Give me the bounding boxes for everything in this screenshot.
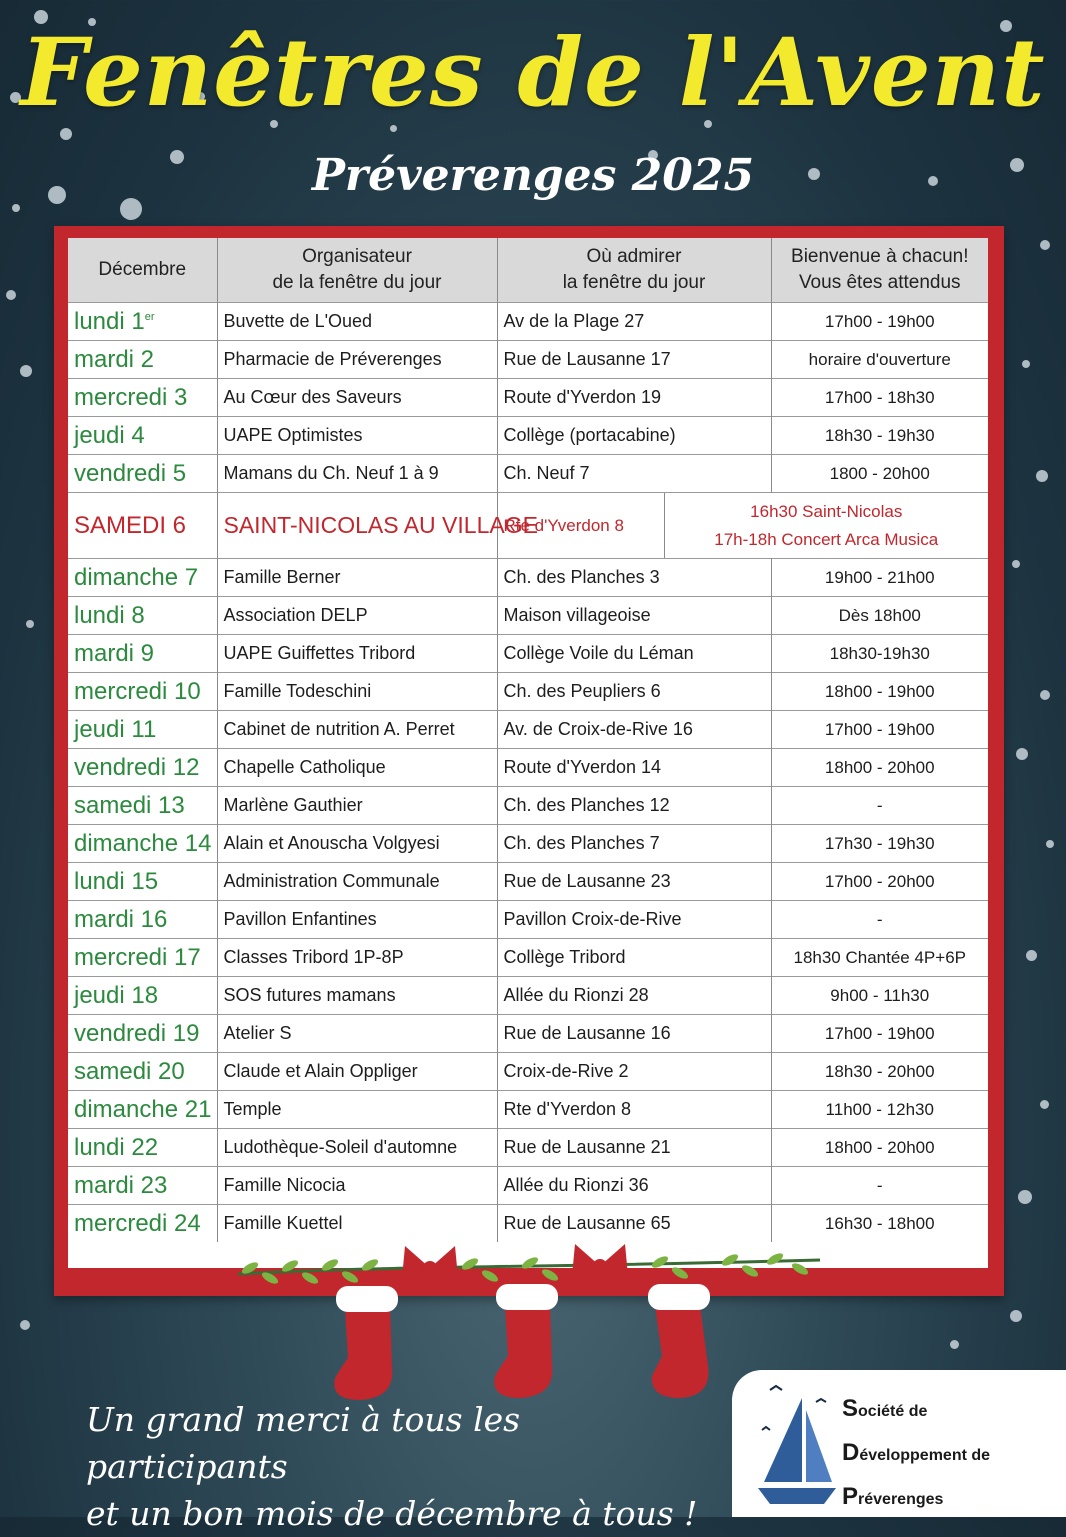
table-row (68, 379, 988, 417)
location-cell: Croix-de-Rive 2 (497, 1053, 771, 1091)
day-cell: jeudi 11 (68, 711, 217, 749)
time-cell: 17h00 - 19h00 (771, 1015, 988, 1053)
day-cell: mardi 23 (68, 1167, 217, 1205)
organizer-cell: Temple (217, 1091, 497, 1129)
table-row (68, 863, 988, 901)
time-cell: 17h30 - 19h30 (771, 825, 988, 863)
day-cell: mardi 9 (68, 635, 217, 673)
location-cell: Collège (portacabine) (497, 417, 771, 455)
organizer-cell: Classes Tribord 1P-8P (217, 939, 497, 977)
organizer-cell: Pharmacie de Préverenges (217, 341, 497, 379)
location-cell: Rue de Lausanne 65 (497, 1205, 771, 1243)
table-row (68, 635, 988, 673)
table-row (68, 559, 988, 597)
column-header-december: Décembre (68, 238, 217, 303)
stocking-icon (648, 1284, 710, 1398)
location-cell: Allée du Rionzi 28 (497, 977, 771, 1015)
time-cell: 16h30 - 18h00 (771, 1205, 988, 1243)
day-cell: dimanche 14 (68, 825, 217, 863)
organizer-cell: Ludothèque-Soleil d'automne (217, 1129, 497, 1167)
time-cell: 18h00 - 20h00 (771, 1129, 988, 1167)
table-row (68, 825, 988, 863)
organizer-cell: Buvette de L'Oued (217, 303, 497, 341)
day-cell: mercredi 3 (68, 379, 217, 417)
day-cell: vendredi 19 (68, 1015, 217, 1053)
day-cell: vendredi 5 (68, 455, 217, 493)
table-row (68, 1205, 988, 1243)
table-row (68, 1129, 988, 1167)
location-cell: Ch. des Planches 3 (497, 559, 771, 597)
location-cell: Rue de Lausanne 23 (497, 863, 771, 901)
day-cell: SAMEDI 6 (68, 493, 217, 559)
day-cell: dimanche 21 (68, 1091, 217, 1129)
organizer-cell: Claude et Alain Oppliger (217, 1053, 497, 1091)
calendar-table-container (68, 238, 988, 1268)
time-cell: 18h30 - 19h30 (771, 417, 988, 455)
day-cell: vendredi 12 (68, 749, 217, 787)
location-cell: Ch. des Planches 7 (497, 825, 771, 863)
location-cell: Rte d'Yverdon 8 (497, 1091, 771, 1129)
organizer-cell: Alain et Anouscha Volgyesi (217, 825, 497, 863)
organizer-cell: Famille Berner (217, 559, 497, 597)
time-cell: 1800 - 20h00 (771, 455, 988, 493)
time-cell: 18h30-19h30 (771, 635, 988, 673)
thanks-message: Un grand merci à tous les participants et un bon mois de décembre à tous ! (86, 1400, 698, 1533)
organizer-cell: UAPE Guiffettes Tribord (217, 635, 497, 673)
column-header-time: Bienvenue à chacun! Vous êtes attendus (771, 238, 988, 303)
table-row (68, 939, 988, 977)
table-row (68, 1091, 988, 1129)
table-row (68, 341, 988, 379)
day-cell: mercredi 10 (68, 673, 217, 711)
location-cell: Route d'Yverdon 14 (497, 749, 771, 787)
organizer-cell: Mamans du Ch. Neuf 1 à 9 (217, 455, 497, 493)
table-row-saint-nicolas (68, 493, 988, 559)
organizer-cell: Chapelle Catholique (217, 749, 497, 787)
day-cell: samedi 13 (68, 787, 217, 825)
table-header-row (68, 238, 988, 303)
time-cell: horaire d'ouverture (771, 341, 988, 379)
location-cell: Av de la Plage 27 (497, 303, 771, 341)
day-cell: jeudi 18 (68, 977, 217, 1015)
table-row (68, 977, 988, 1015)
time-cell: - (771, 1167, 988, 1205)
table-row (68, 749, 988, 787)
time-cell: 17h00 - 20h00 (771, 863, 988, 901)
location-cell: Av. de Croix-de-Rive 16 (497, 711, 771, 749)
time-cell: 19h00 - 21h00 (771, 559, 988, 597)
day-cell: lundi 22 (68, 1129, 217, 1167)
organizer-cell: Famille Kuettel (217, 1205, 497, 1243)
day-cell: mercredi 24 (68, 1205, 217, 1243)
time-cell: - (771, 901, 988, 939)
time-cell: 18h30 - 20h00 (771, 1053, 988, 1091)
page-title: Fenêtres de l'Avent (20, 18, 1046, 128)
table-row (68, 1015, 988, 1053)
location-cell: Rte d'Yverdon 8 (498, 493, 665, 558)
table-row (68, 901, 988, 939)
column-header-location: Où admirer la fenêtre du jour (497, 238, 771, 303)
time-cell: 17h00 - 18h30 (771, 379, 988, 417)
table-row (68, 1053, 988, 1091)
organizer-cell: Famille Nicocia (217, 1167, 497, 1205)
organizer-cell: Cabinet de nutrition A. Perret (217, 711, 497, 749)
time-cell: 18h30 Chantée 4P+6P (771, 939, 988, 977)
location-cell: Collège Voile du Léman (497, 635, 771, 673)
sailboat-icon (750, 1380, 840, 1510)
time-cell: - (771, 787, 988, 825)
time-cell: 11h00 - 12h30 (771, 1091, 988, 1129)
day-cell: lundi 1er (68, 303, 217, 341)
table-row (68, 417, 988, 455)
location-cell: Ch. des Peupliers 6 (497, 673, 771, 711)
organizer-cell: Famille Todeschini (217, 673, 497, 711)
time-cell: Dès 18h00 (771, 597, 988, 635)
organizer-cell: SOS futures mamans (217, 977, 497, 1015)
location-cell: Collège Tribord (497, 939, 771, 977)
table-row (68, 455, 988, 493)
table-row (68, 787, 988, 825)
society-logo (732, 1370, 1066, 1517)
special-location-time-cell (497, 493, 988, 559)
organizer-cell: Atelier S (217, 1015, 497, 1053)
table-row (68, 597, 988, 635)
time-cell: 17h00 - 19h00 (771, 711, 988, 749)
ribbon-bow-icon (402, 1244, 628, 1278)
time-cell: 9h00 - 11h30 (771, 977, 988, 1015)
location-cell: Pavillon Croix-de-Rive (497, 901, 771, 939)
organizer-cell: Au Cœur des Saveurs (217, 379, 497, 417)
stocking-icon (334, 1286, 398, 1400)
time-cell: 17h00 - 19h00 (771, 303, 988, 341)
day-cell: mercredi 17 (68, 939, 217, 977)
page-subtitle: Préverenges 2025 (311, 150, 755, 201)
advent-calendar-table (68, 238, 988, 1242)
table-row (68, 1167, 988, 1205)
organizer-cell: Pavillon Enfantines (217, 901, 497, 939)
organizer-cell: Association DELP (217, 597, 497, 635)
organizer-cell: SAINT-NICOLAS AU VILLAGE (217, 493, 497, 559)
time-cell: 18h00 - 20h00 (771, 749, 988, 787)
table-row (68, 673, 988, 711)
location-cell: Allée du Rionzi 36 (497, 1167, 771, 1205)
day-cell: mardi 16 (68, 901, 217, 939)
location-cell: Maison villageoise (497, 597, 771, 635)
organizer-cell: Marlène Gauthier (217, 787, 497, 825)
location-cell: Ch. Neuf 7 (497, 455, 771, 493)
time-cell: 16h30 Saint-Nicolas 17h-18h Concert Arca Musica (714, 501, 939, 549)
day-cell: lundi 8 (68, 597, 217, 635)
day-cell: samedi 20 (68, 1053, 217, 1091)
stocking-icon (494, 1284, 558, 1398)
garland-branch-icon (238, 1251, 820, 1286)
location-cell: Rue de Lausanne 21 (497, 1129, 771, 1167)
day-cell: jeudi 4 (68, 417, 217, 455)
table-row (68, 303, 988, 341)
table-row (68, 711, 988, 749)
organizer-cell: UAPE Optimistes (217, 417, 497, 455)
column-header-organizer: Organisateur de la fenêtre du jour (217, 238, 497, 303)
day-cell: dimanche 7 (68, 559, 217, 597)
location-cell: Ch. des Planches 12 (497, 787, 771, 825)
society-name: Société de Développement de Préverenges (842, 1395, 991, 1510)
calendar-frame (54, 226, 1004, 1296)
location-cell: Rue de Lausanne 16 (497, 1015, 771, 1053)
organizer-cell: Administration Communale (217, 863, 497, 901)
time-cell: 18h00 - 19h00 (771, 673, 988, 711)
location-cell: Route d'Yverdon 19 (497, 379, 771, 417)
location-cell: Rue de Lausanne 17 (497, 341, 771, 379)
day-cell: lundi 15 (68, 863, 217, 901)
day-cell: mardi 2 (68, 341, 217, 379)
